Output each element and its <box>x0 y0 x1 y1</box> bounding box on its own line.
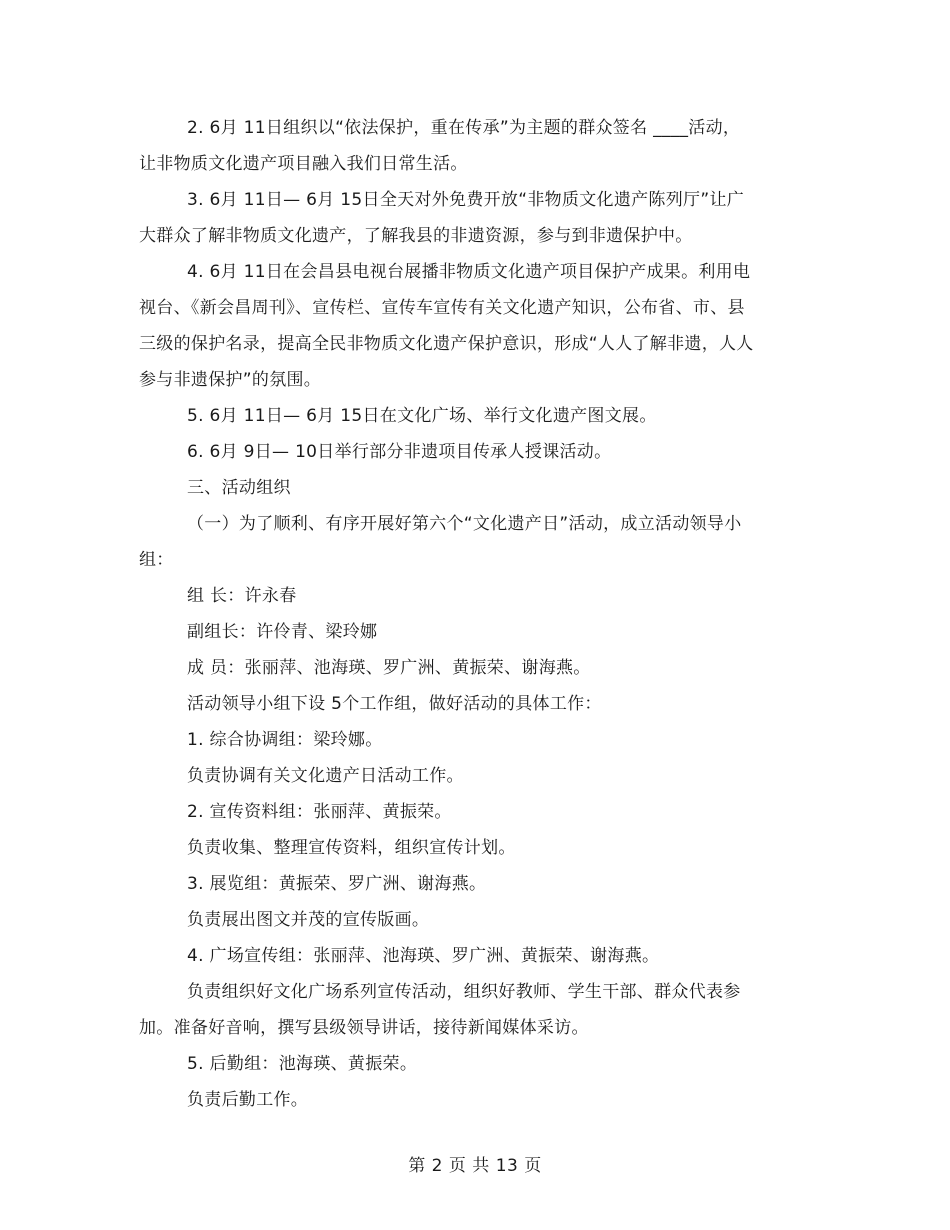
text-line: 3. 展览组：黄振荣、罗广洲、谢海燕。 <box>187 874 487 894</box>
text-line: 4. 广场宣传组：张丽萍、池海瑛、罗广洲、黄振荣、谢海燕。 <box>187 946 660 966</box>
page-footer: 第 2 页 共 13 页 <box>408 1156 542 1176</box>
text-line: 大群众了解非物质文化遗产，了解我县的非遗资源，参与到非遗保护中。 <box>139 226 693 246</box>
text-line: 1. 综合协调组：梁玲娜。 <box>187 730 383 750</box>
text-line: 三、活动组织 <box>187 478 291 498</box>
text-line: 三级的保护名录，提高全民非物质文化遗产保护意识，形成“人人了解非遗，人人 <box>139 334 754 354</box>
text-line: 成 员：张丽萍、池海瑛、罗广洲、黄振荣、谢海燕。 <box>187 658 591 678</box>
text-line: 活动领导小组下设 5个工作组，做好活动的具体工作： <box>187 694 602 714</box>
text-line: 参与非遗保护”的氛围。 <box>139 370 322 390</box>
text-line: 负责后勤工作。 <box>187 1090 309 1110</box>
text-line: 5. 6月 11日— 6月 15日在文化广场、举行文化遗产图文展。 <box>187 406 657 426</box>
text-line: 组 长：许永春 <box>187 586 297 606</box>
text-line: 组： <box>139 550 174 570</box>
text-line: 视台、《新会昌周刊》、宣传栏、宣传车宣传有关文化遗产知识，公布省、市、县 <box>139 298 745 318</box>
text-line: 2. 宣传资料组：张丽萍、黄振荣。 <box>187 802 452 822</box>
text-line: 6. 6月 9日— 10日举行部分非遗项目传承人授课活动。 <box>187 442 612 462</box>
text-line: 让非物质文化遗产项目融入我们日常生活。 <box>139 154 468 174</box>
text-line: 负责收集、整理宣传资料，组织宣传计划。 <box>187 838 516 858</box>
text-line: 4. 6月 11日在会昌县电视台展播非物质文化遗产项目保护产成果。利用电 <box>187 262 751 282</box>
text-line: 3. 6月 11日— 6月 15日全天对外免费开放“非物质文化遗产陈列厅”让广 <box>187 190 745 210</box>
text-line: 负责展出图文并茂的宣传版画。 <box>187 910 430 930</box>
text-line: 加。准备好音响，撰写县级领导讲话，接待新闻媒体采访。 <box>139 1018 589 1038</box>
text-line: 2. 6月 11日组织以“依法保护，重在传承”为主题的群众签名 ____活动， <box>187 118 741 138</box>
text-line: （一）为了顺利、有序开展好第六个“文化遗产日”活动，成立活动领导小 <box>187 514 742 534</box>
text-line: 副组长：许伶青、梁玲娜 <box>187 622 378 642</box>
text-line: 负责组织好文化广场系列宣传活动，组织好教师、学生干部、群众代表参 <box>187 982 741 1002</box>
document-body <box>139 110 789 1118</box>
text-line: 5. 后勤组：池海瑛、黄振荣。 <box>187 1054 418 1074</box>
text-line: 负责协调有关文化遗产日活动工作。 <box>187 766 464 786</box>
